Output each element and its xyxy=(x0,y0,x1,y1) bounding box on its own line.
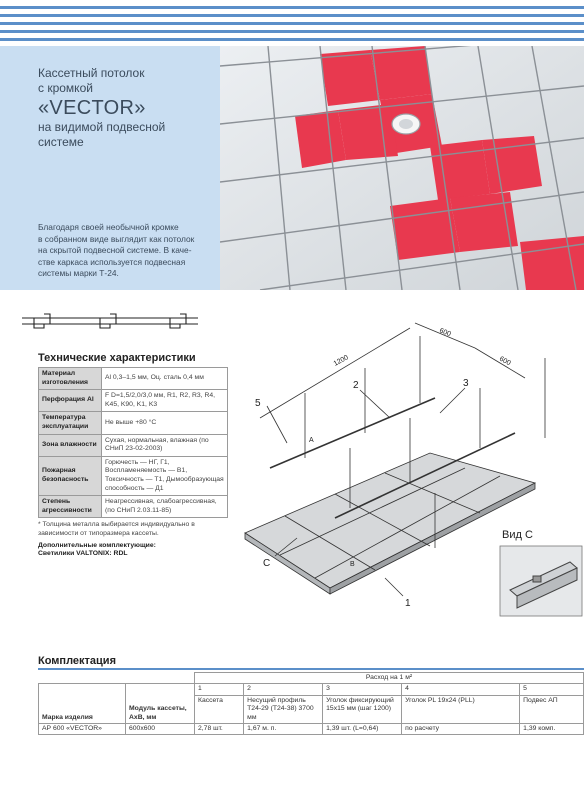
row-value: 1,67 м. п. xyxy=(244,724,323,735)
stripe xyxy=(0,22,584,25)
extra-value: Светилики VALTONIX: RDL xyxy=(38,550,128,558)
hero-text-panel xyxy=(0,46,220,290)
spec-value: Неагрессивная, слабоагрессивная, (по СНиП 2.03.11-85) xyxy=(102,496,228,518)
spec-value: Не выше +80 °С xyxy=(102,412,228,434)
table-row xyxy=(39,390,228,412)
dim-b: B xyxy=(350,561,355,568)
table-row xyxy=(39,724,584,735)
spec-key: Пожарная безопасность xyxy=(39,456,102,495)
table-row xyxy=(39,496,228,518)
table-row xyxy=(39,412,228,434)
spec-value: Al 0,3–1,5 мм, Оц. сталь 0,4 мм xyxy=(102,368,228,390)
kit-table xyxy=(38,672,584,735)
desc-line: системы марки Т-24. xyxy=(38,268,119,278)
spec-key: Зона влажности xyxy=(39,434,102,456)
spec-value: Горючесть — НГ, Г1, Воспламеняемость — В1, Токсичность — Т1, Дымообразующая способность — Д1 xyxy=(102,456,228,495)
stripe xyxy=(0,6,584,9)
row-module: 600х600 xyxy=(126,724,195,735)
hero-description xyxy=(38,222,210,280)
title-line: Кассетный потолок xyxy=(38,66,145,80)
callout-2: 2 xyxy=(353,380,359,391)
dim-600: 600 xyxy=(498,355,512,368)
col-number: 2 xyxy=(244,684,323,695)
desc-line: в собранном виде выглядит как потолок xyxy=(38,233,195,244)
stripe xyxy=(0,14,584,17)
col-name: Уголок фиксирующий 15х15 мм (шаг 1200) xyxy=(323,695,402,723)
extra-components xyxy=(38,542,228,559)
dim-a: A xyxy=(309,437,314,444)
callout-3: 3 xyxy=(463,378,469,389)
callout-c: C xyxy=(263,558,271,569)
desc-line: Благодаря своей необычной кромке xyxy=(38,222,179,232)
row-value: 1,39 шт. (L=0,64) xyxy=(323,724,402,735)
extra-label: Дополнительные комплектующие: xyxy=(38,541,156,549)
title-line: с кромкой xyxy=(38,81,93,95)
table-row xyxy=(39,673,584,684)
table-row xyxy=(39,684,584,695)
spec-key: Степень агрессивности xyxy=(39,496,102,518)
profile-section-drawing xyxy=(20,310,200,336)
table-row xyxy=(39,434,228,456)
stripe xyxy=(0,30,584,33)
callout-5: 5 xyxy=(255,398,261,409)
ceiling-assembly-diagram xyxy=(225,318,584,643)
col-brand: Марка изделия xyxy=(39,684,126,724)
header-stripes xyxy=(0,0,584,44)
col-number: 4 xyxy=(402,684,520,695)
blank-cell xyxy=(126,673,195,684)
title-line: на видимой подвесной xyxy=(38,120,166,134)
spec-value: Сухая, нормальная, влажная (по СНиП 23-02-2003) xyxy=(102,434,228,456)
desc-line: стве каркаса используется подвесная xyxy=(38,256,186,267)
col-number: 3 xyxy=(323,684,402,695)
blank-cell xyxy=(39,673,126,684)
spec-value: F D=1,5/2,0/3,0 мм, R1, R2, R3, R4, K45, K90, K1, K3 xyxy=(102,390,228,412)
col-module: Модуль кассеты, AxB, мм xyxy=(126,684,195,724)
title-line: системе xyxy=(38,135,84,149)
spec-key: Материал изготовления xyxy=(39,368,102,390)
table-row xyxy=(39,368,228,390)
kit-divider xyxy=(38,668,584,670)
row-value: по расчету xyxy=(402,724,520,735)
table-row xyxy=(39,456,228,495)
specs-heading: Технические характеристики xyxy=(38,352,196,364)
flow-header: Расход на 1 м² xyxy=(195,673,584,684)
specs-note: * Толщина металла выбирается индивидуально в зависимости от типоразмера кассеты. xyxy=(38,521,195,537)
callout-1: 1 xyxy=(405,598,411,609)
dim-600: 600 xyxy=(438,327,452,339)
view-c-label: Вид С xyxy=(502,529,533,541)
specs-section xyxy=(38,352,228,559)
row-value: 1,39 комп. xyxy=(520,724,584,735)
hero-title xyxy=(38,66,213,150)
col-name: Уголок PL 19х24 (PLL) xyxy=(402,695,520,723)
dim-1200: 1200 xyxy=(332,354,350,368)
row-value: 2,78 шт. xyxy=(195,724,244,735)
kit-title: Комплектация xyxy=(38,655,116,667)
col-number: 1 xyxy=(195,684,244,695)
col-name: Кассета xyxy=(195,695,244,723)
ceiling-photo xyxy=(220,46,584,290)
row-brand: АР 600 «VECTOR» xyxy=(39,724,126,735)
desc-line: на скрытой подвесной системе. В каче- xyxy=(38,245,192,255)
spec-key: Температура эксплуатации xyxy=(39,412,102,434)
specs-table xyxy=(38,367,228,518)
spec-key: Перфорация Al xyxy=(39,390,102,412)
col-name: Подвес АП xyxy=(520,695,584,723)
col-number: 5 xyxy=(520,684,584,695)
product-name: «VECTOR» xyxy=(38,97,146,119)
stripe xyxy=(0,38,584,41)
hero-section xyxy=(0,46,584,290)
col-name: Несущий профиль Т24-29 (Т24-38) 3700 мм xyxy=(244,695,323,723)
